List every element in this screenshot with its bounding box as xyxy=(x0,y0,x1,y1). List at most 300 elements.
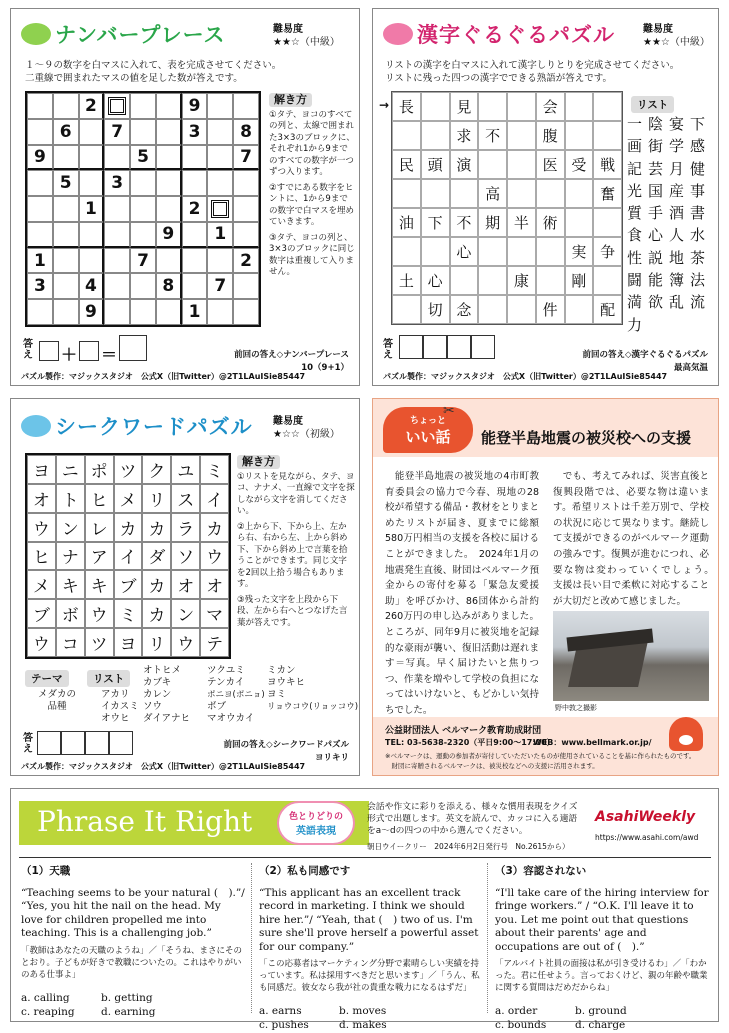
sudoku-cell[interactable] xyxy=(27,93,53,119)
kanji-list-item[interactable]: 月 xyxy=(669,159,685,178)
kanji-list-item[interactable]: 下 xyxy=(690,115,706,133)
kanji-list-item[interactable]: 人 xyxy=(669,226,685,245)
sudoku-cell[interactable] xyxy=(27,119,53,145)
option-c[interactable]: c. pushes xyxy=(259,1019,309,1031)
seek-cell[interactable]: カ xyxy=(142,599,171,628)
kanji-cell[interactable] xyxy=(392,179,421,208)
kanji-cell[interactable]: 長 xyxy=(392,92,421,121)
kanji-list-tag: リスト xyxy=(631,93,674,113)
seek-cell[interactable]: ツ xyxy=(85,628,114,657)
kanji-cell[interactable]: 争 xyxy=(593,237,622,266)
kanji-cell[interactable] xyxy=(507,179,536,208)
option-c[interactable]: c. bounds xyxy=(495,1019,547,1031)
option-a[interactable]: a. calling xyxy=(21,991,70,1004)
answer-target-cell[interactable] xyxy=(104,93,130,119)
kanji-cell[interactable] xyxy=(421,179,450,208)
sudoku-cell[interactable] xyxy=(53,93,79,119)
kanji-list-item[interactable]: 国 xyxy=(648,181,664,200)
kanji-cell[interactable]: 切 xyxy=(421,295,450,324)
seek-cell[interactable]: ン xyxy=(171,599,200,628)
article-photo xyxy=(553,611,709,701)
sudoku-cell[interactable] xyxy=(233,273,259,299)
sudoku-cell[interactable] xyxy=(156,196,182,222)
kanji-list-item[interactable]: 一 xyxy=(627,115,643,133)
kanji-cell[interactable] xyxy=(507,121,536,150)
kanji-list-item[interactable]: 宴 xyxy=(669,115,685,133)
kanji-cell[interactable]: 半 xyxy=(507,208,536,237)
kanji-cell[interactable]: 見 xyxy=(450,92,479,121)
seek-answer-box-4[interactable] xyxy=(109,731,133,755)
seek-list-item[interactable]: カブキ xyxy=(143,677,172,688)
sudoku-cell[interactable]: 1 xyxy=(182,299,208,325)
kanji-list-item[interactable]: 流 xyxy=(690,293,706,312)
sudoku-cell[interactable]: 7 xyxy=(130,248,156,274)
kanji-list-item[interactable]: 水 xyxy=(690,226,706,245)
seek-answer-box-3[interactable] xyxy=(85,731,109,755)
seek-list-tag: リスト xyxy=(87,667,130,687)
kanji-cell[interactable]: 求 xyxy=(450,121,479,150)
kanji-list-item[interactable]: 学 xyxy=(669,137,685,156)
sudoku-cell[interactable]: 9 xyxy=(79,299,105,325)
kanji-cell[interactable]: 奮 xyxy=(593,179,622,208)
kanji-cell[interactable]: 油 xyxy=(392,208,421,237)
sudoku-cell[interactable] xyxy=(130,93,156,119)
article-col-2: でも、考えてみれば、災害直後と復興段階では、必要な物は違います。希望リストは千差万別で、学校の状況に応じて異なります。継続して支援ができるのがベルマーク運動の強みです。復興が進むにつれ、必要な物は変わっていくでしょう。 支援は長い目で柔軟に対応することが大切だと改めて感じました。 xyxy=(553,471,719,607)
sudoku-cell[interactable] xyxy=(79,170,105,196)
sudoku-cell[interactable] xyxy=(207,248,233,274)
kanji-answer-box-3[interactable] xyxy=(447,335,471,359)
kanji-cell[interactable]: 戦 xyxy=(593,150,622,179)
kanji-cell[interactable]: 心 xyxy=(421,266,450,295)
kanji-cell[interactable]: 会 xyxy=(536,92,565,121)
seek-cell[interactable]: ツ xyxy=(114,455,143,484)
kanji-cell[interactable]: 下 xyxy=(421,208,450,237)
option-a[interactable]: a. earns xyxy=(259,1005,302,1017)
sudoku-cell[interactable]: 2 xyxy=(233,248,259,274)
seek-cell[interactable]: メ xyxy=(27,570,56,599)
kanji-cell[interactable] xyxy=(392,295,421,324)
answer-box-sum[interactable] xyxy=(119,335,147,361)
sudoku-cell[interactable] xyxy=(156,119,182,145)
article-note-1: ※ベルマークは、運動の参加者が寄付していただいたものが使用されていることを基に作られたものです。 xyxy=(385,752,696,760)
sudoku-cell[interactable] xyxy=(104,299,130,325)
kanji-list-item[interactable]: 酒 xyxy=(669,204,685,223)
seek-cell[interactable]: ブ xyxy=(27,599,56,628)
kanji-cell[interactable]: 頭 xyxy=(421,150,450,179)
seek-list-item[interactable]: ヨミ xyxy=(267,689,287,700)
kanji-list-item[interactable]: 地 xyxy=(669,248,685,267)
kanji-cell[interactable] xyxy=(593,208,622,237)
seek-cell[interactable]: メ xyxy=(114,484,143,513)
seek-list-item[interactable]: マオウカイ xyxy=(207,713,255,724)
kanji-cell[interactable] xyxy=(507,237,536,266)
seek-cell[interactable]: ミ xyxy=(114,599,143,628)
sudoku-cell[interactable]: 9 xyxy=(27,145,53,171)
kanji-list-item[interactable]: 事 xyxy=(690,181,706,200)
kanji-cell[interactable] xyxy=(392,237,421,266)
kanji-list-item[interactable]: 説 xyxy=(648,248,664,267)
phrase-title: Phrase It Right xyxy=(37,805,253,838)
sudoku-cell[interactable] xyxy=(182,273,208,299)
kanji-list-item[interactable]: 法 xyxy=(690,271,706,290)
sudoku-cell[interactable] xyxy=(53,196,79,222)
option-b[interactable]: b. moves xyxy=(339,1005,387,1017)
seek-cell[interactable]: ウ xyxy=(200,542,229,571)
seek-cell[interactable]: ブ xyxy=(114,570,143,599)
kanji-cell[interactable] xyxy=(421,92,450,121)
seek-cell[interactable]: ヒ xyxy=(27,542,56,571)
sudoku-cell[interactable] xyxy=(207,93,233,119)
seek-cell[interactable]: ウ xyxy=(171,628,200,657)
sudoku-cell[interactable] xyxy=(130,222,156,248)
seek-list-item[interactable]: オウヒ xyxy=(101,713,130,724)
sudoku-cell[interactable]: 3 xyxy=(182,119,208,145)
kanji-cell[interactable] xyxy=(507,150,536,179)
kanji-cell[interactable] xyxy=(421,121,450,150)
scissors-icon: ✂ xyxy=(443,403,455,419)
kanji-cell[interactable]: 実 xyxy=(565,237,594,266)
kanji-list-item[interactable]: 闘 xyxy=(627,271,643,290)
sudoku-cell[interactable] xyxy=(156,248,182,274)
seek-cell[interactable]: ラ xyxy=(171,513,200,542)
kanji-cell[interactable]: 腹 xyxy=(536,121,565,150)
seek-cell[interactable]: イ xyxy=(114,542,143,571)
sudoku-cell[interactable] xyxy=(53,248,79,274)
sudoku-cell[interactable]: 7 xyxy=(207,273,233,299)
kanji-cell[interactable] xyxy=(450,179,479,208)
sudoku-cell[interactable] xyxy=(130,119,156,145)
kanji-list-item[interactable]: 乱 xyxy=(669,293,685,312)
kanji-cell[interactable] xyxy=(478,266,507,295)
kanji-list-item[interactable]: 欲 xyxy=(648,293,664,312)
sudoku-cell[interactable] xyxy=(207,145,233,171)
kanji-cell[interactable]: 医 xyxy=(536,150,565,179)
kanji-credit: パズル製作：マジックスタジオ 公式X（旧Twitter）@2T1LAuISie85447 xyxy=(383,372,668,381)
seek-cell[interactable]: イ xyxy=(200,484,229,513)
number-place-description: １～９の数字を白マスに入れて、表を完成させてください。 二重線で囲まれたマスの値を足した数が答えです。 xyxy=(25,60,282,84)
kanji-list-item[interactable]: 食 xyxy=(627,226,643,245)
kanji-cell[interactable] xyxy=(536,266,565,295)
seek-cell[interactable]: カ xyxy=(142,513,171,542)
kanji-list-item[interactable]: 性 xyxy=(627,248,643,267)
seek-list-item[interactable]: ダイアナヒ xyxy=(143,713,191,724)
seek-word-difficulty: 難易度 ★☆☆（初級） xyxy=(273,416,340,440)
seek-answer-box-2[interactable] xyxy=(61,731,85,755)
sudoku-cell[interactable] xyxy=(182,145,208,171)
sudoku-cell[interactable] xyxy=(53,222,79,248)
number-place-answer-label: 答え xyxy=(23,339,33,361)
kanji-list-item[interactable]: 心 xyxy=(648,226,664,245)
sudoku-cell[interactable]: 8 xyxy=(233,119,259,145)
kanji-cell[interactable] xyxy=(478,237,507,266)
kanji-list-item[interactable]: 健 xyxy=(690,159,706,178)
seek-cell[interactable]: ヨ xyxy=(27,455,56,484)
kanji-cell[interactable] xyxy=(536,237,565,266)
seek-list-item[interactable]: ツクユミ xyxy=(207,665,245,676)
kanji-cell[interactable]: 術 xyxy=(536,208,565,237)
kanji-cell[interactable] xyxy=(565,121,594,150)
sudoku-cell[interactable]: 4 xyxy=(79,273,105,299)
sudoku-cell[interactable] xyxy=(233,170,259,196)
sudoku-cell[interactable] xyxy=(207,299,233,325)
seek-cell[interactable]: ン xyxy=(56,513,85,542)
double-border-box xyxy=(108,97,126,115)
seek-cell[interactable]: ポ xyxy=(85,455,114,484)
seek-cell[interactable]: ユ xyxy=(171,455,200,484)
seek-list-item[interactable]: ミカン xyxy=(267,665,296,676)
seek-cell[interactable]: リ xyxy=(142,628,171,657)
kanji-answer-box-1[interactable] xyxy=(399,335,423,359)
brain-icon xyxy=(383,23,413,45)
sudoku-cell[interactable]: 6 xyxy=(53,119,79,145)
kanji-cell[interactable] xyxy=(565,92,594,121)
kanji-cell[interactable] xyxy=(478,295,507,324)
sudoku-cell[interactable] xyxy=(27,170,53,196)
sudoku-cell[interactable] xyxy=(233,299,259,325)
kanji-cell[interactable]: 件 xyxy=(536,295,565,324)
kanji-cell[interactable] xyxy=(507,295,536,324)
seek-cell[interactable]: カ xyxy=(200,513,229,542)
option-b[interactable]: b. ground xyxy=(575,1005,627,1017)
kanji-cell[interactable] xyxy=(593,92,622,121)
seek-cell[interactable]: ニ xyxy=(56,455,85,484)
seek-cell[interactable]: ス xyxy=(171,484,200,513)
seek-cell[interactable]: コ xyxy=(56,628,85,657)
seek-cell[interactable]: ミ xyxy=(200,455,229,484)
seek-list-column xyxy=(101,689,139,725)
sudoku-cell[interactable]: 2 xyxy=(182,196,208,222)
kanji-cell[interactable] xyxy=(478,150,507,179)
seek-word-logo xyxy=(21,411,253,441)
kanji-cell[interactable] xyxy=(593,266,622,295)
start-arrow: → xyxy=(379,98,390,112)
seek-cell[interactable]: オ xyxy=(27,484,56,513)
kanji-list-item[interactable]: 街 xyxy=(648,137,664,156)
kanji-cell[interactable]: 不 xyxy=(478,121,507,150)
kanji-list-item[interactable]: 画 xyxy=(627,137,643,156)
option-b[interactable]: b. getting xyxy=(101,991,153,1004)
kanji-cell[interactable]: 民 xyxy=(392,150,421,179)
sudoku-cell[interactable] xyxy=(104,248,130,274)
seek-list-item[interactable]: テンカイ xyxy=(207,677,245,688)
sudoku-cell[interactable] xyxy=(53,145,79,171)
seek-cell[interactable]: キ xyxy=(56,570,85,599)
option-a[interactable]: a. order xyxy=(495,1005,538,1017)
seek-cell[interactable]: ヒ xyxy=(85,484,114,513)
sudoku-cell[interactable]: 5 xyxy=(53,170,79,196)
kanji-cell[interactable] xyxy=(507,92,536,121)
seek-list-item[interactable]: アカリ xyxy=(101,689,130,700)
kanji-cell[interactable]: 高 xyxy=(478,179,507,208)
sudoku-cell[interactable] xyxy=(104,273,130,299)
seek-list-item[interactable]: ボブ xyxy=(207,701,227,712)
sudoku-cell[interactable] xyxy=(182,222,208,248)
kanji-list-item[interactable]: 茶 xyxy=(690,248,706,267)
sudoku-cell[interactable] xyxy=(182,170,208,196)
seek-cell[interactable]: テ xyxy=(200,628,229,657)
seek-cell[interactable]: オ xyxy=(200,570,229,599)
kanji-list-item[interactable]: 陰 xyxy=(648,115,664,133)
kanji-list-item[interactable]: 力 xyxy=(627,315,643,334)
kanji-cell[interactable]: 不 xyxy=(450,208,479,237)
sudoku-cell[interactable] xyxy=(104,196,130,222)
seek-cell[interactable]: レ xyxy=(85,513,114,542)
answer-box-1[interactable] xyxy=(39,341,59,361)
sudoku-cell[interactable] xyxy=(27,222,53,248)
seek-list-item[interactable]: ポニヨ(ポニョ) xyxy=(207,690,265,700)
seek-cell[interactable]: ト xyxy=(56,484,85,513)
sudoku-cell[interactable]: 7 xyxy=(104,119,130,145)
number-place-howto: 解き方 ①タテ、ヨコのすべての列と、太線で囲まれた3×3のブロックに、それぞれ1から9までのすべての数字が一つずつ入ります。 ②すでにある数字をヒントに、1から9までの数字で白マスを埋めていきます。 ③タテ、ヨコの列と、3×3のブロックに同じ数字は重複して入りません。 xyxy=(269,93,355,277)
bell-mascot-icon xyxy=(663,717,709,759)
kanji-list-item[interactable]: 書 xyxy=(690,204,706,223)
seek-list-column xyxy=(143,665,190,725)
option-c[interactable]: c. reaping xyxy=(21,1005,75,1018)
number-place-grid xyxy=(25,91,261,327)
sudoku-cell[interactable] xyxy=(130,273,156,299)
sudoku-cell[interactable] xyxy=(27,196,53,222)
kanji-cell[interactable] xyxy=(593,121,622,150)
kanji-cell[interactable]: 期 xyxy=(478,208,507,237)
seek-cell[interactable]: ダ xyxy=(142,542,171,571)
seek-cell[interactable]: リ xyxy=(142,484,171,513)
seek-cell[interactable]: ウ xyxy=(85,599,114,628)
sudoku-cell[interactable] xyxy=(53,299,79,325)
sudoku-cell[interactable]: 7 xyxy=(233,145,259,171)
kanji-cell[interactable]: 土 xyxy=(392,266,421,295)
kanji-answer-box-2[interactable] xyxy=(423,335,447,359)
sudoku-cell[interactable] xyxy=(156,93,182,119)
kanji-cell[interactable] xyxy=(450,266,479,295)
kanji-cell[interactable]: 配 xyxy=(593,295,622,324)
option-d[interactable]: d. charge xyxy=(575,1019,626,1031)
seek-cell[interactable]: ウ xyxy=(27,628,56,657)
kanji-cell[interactable] xyxy=(565,208,594,237)
kanji-list-item[interactable]: 能 xyxy=(648,271,664,290)
sudoku-cell[interactable] xyxy=(156,145,182,171)
seek-cell[interactable]: ヨ xyxy=(114,628,143,657)
kanji-cell[interactable]: 剛 xyxy=(565,266,594,295)
sudoku-cell[interactable] xyxy=(130,170,156,196)
sudoku-cell[interactable] xyxy=(233,222,259,248)
kanji-cell[interactable] xyxy=(565,179,594,208)
seek-cell[interactable]: オ xyxy=(171,570,200,599)
kanji-list-item[interactable]: 質 xyxy=(627,204,643,223)
seek-list-item[interactable]: リョウコウ(リョッコウ) xyxy=(267,702,359,712)
sudoku-cell[interactable] xyxy=(233,93,259,119)
kanji-list-item[interactable]: 産 xyxy=(669,181,685,200)
asahi-weekly-url[interactable]: https://www.asahi.com/awd xyxy=(595,833,699,842)
sudoku-cell[interactable] xyxy=(207,119,233,145)
sudoku-cell[interactable]: 5 xyxy=(130,145,156,171)
kanji-cell[interactable]: 康 xyxy=(507,266,536,295)
seek-cell[interactable]: キ xyxy=(85,570,114,599)
sudoku-cell[interactable]: 1 xyxy=(79,196,105,222)
sudoku-cell[interactable] xyxy=(156,170,182,196)
kanji-answer-box-4[interactable] xyxy=(471,335,495,359)
article-panel xyxy=(372,398,719,776)
option-d[interactable]: d. earning xyxy=(101,1005,156,1018)
kanji-cell[interactable] xyxy=(565,295,594,324)
sudoku-cell[interactable] xyxy=(233,196,259,222)
seek-cell[interactable]: ク xyxy=(142,455,171,484)
sudoku-cell[interactable] xyxy=(27,299,53,325)
sudoku-cell[interactable] xyxy=(79,248,105,274)
kanji-list-item[interactable]: 簿 xyxy=(669,271,685,290)
kanji-cell[interactable] xyxy=(478,92,507,121)
kanji-grid xyxy=(391,91,623,325)
sudoku-cell[interactable]: 3 xyxy=(27,273,53,299)
seek-answer-box-1[interactable] xyxy=(37,731,61,755)
seek-cell[interactable]: マ xyxy=(200,599,229,628)
kanji-list-item[interactable]: 芸 xyxy=(648,159,664,178)
sudoku-cell[interactable] xyxy=(130,299,156,325)
sudoku-cell[interactable]: 3 xyxy=(104,170,130,196)
answer-target-cell[interactable] xyxy=(207,196,233,222)
kanji-cell[interactable] xyxy=(421,237,450,266)
seek-cell[interactable]: ソ xyxy=(171,542,200,571)
seek-list-item[interactable]: ソウ xyxy=(143,701,163,712)
sudoku-cell[interactable] xyxy=(79,119,105,145)
sudoku-cell[interactable] xyxy=(104,145,130,171)
kanji-list-item[interactable]: 光 xyxy=(627,181,643,200)
kanji-cell[interactable] xyxy=(392,121,421,150)
kanji-list-item[interactable]: 感 xyxy=(690,137,706,156)
kanji-cell[interactable]: 念 xyxy=(450,295,479,324)
kanji-list-item[interactable]: 手 xyxy=(648,204,664,223)
kanji-cell[interactable]: 心 xyxy=(450,237,479,266)
sudoku-cell[interactable] xyxy=(207,170,233,196)
number-place-panel xyxy=(10,8,360,386)
sudoku-cell[interactable] xyxy=(182,248,208,274)
sudoku-cell[interactable]: 8 xyxy=(156,273,182,299)
phrase-panel xyxy=(10,788,719,1031)
seek-list-item[interactable]: カレン xyxy=(143,689,172,700)
seek-list-item[interactable]: オトヒメ xyxy=(143,665,182,676)
kanji-list-item[interactable]: 満 xyxy=(627,293,643,312)
seek-cell[interactable]: ボ xyxy=(56,599,85,628)
sudoku-cell[interactable] xyxy=(53,273,79,299)
seek-list-item[interactable]: ヨウキヒ xyxy=(267,677,306,688)
sudoku-cell[interactable]: 9 xyxy=(156,222,182,248)
sudoku-cell[interactable] xyxy=(156,299,182,325)
seek-cell[interactable]: カ xyxy=(114,513,143,542)
seek-cell[interactable]: ア xyxy=(85,542,114,571)
kanji-list-item[interactable]: 記 xyxy=(627,159,643,178)
phrase-intro: 会話や作文に彩りを添える、様々な慣用表現をクイズ形式で出題します。英文を読んで、カッコに入る適語をa～dの四つの中から選んでください。 xyxy=(367,802,578,836)
seek-cell[interactable]: ウ xyxy=(27,513,56,542)
sudoku-cell[interactable]: 1 xyxy=(27,248,53,274)
kanji-cell[interactable]: 演 xyxy=(450,150,479,179)
sudoku-cell[interactable]: 9 xyxy=(182,93,208,119)
kanji-cell[interactable]: 受 xyxy=(565,150,594,179)
sudoku-cell[interactable] xyxy=(130,196,156,222)
seek-list-item[interactable]: イカスミ xyxy=(101,701,139,712)
sudoku-cell[interactable] xyxy=(104,222,130,248)
seek-cell[interactable]: ナ xyxy=(56,542,85,571)
seek-cell[interactable]: カ xyxy=(142,570,171,599)
theme-tag: テーマ xyxy=(25,667,69,687)
answer-box-2[interactable] xyxy=(79,341,99,361)
sudoku-cell[interactable]: 1 xyxy=(207,222,233,248)
sudoku-cell[interactable]: 2 xyxy=(79,93,105,119)
option-d[interactable]: d. makes xyxy=(339,1019,387,1031)
article-web[interactable]: WEB：www.bellmark.or.jp/ xyxy=(533,738,652,747)
sudoku-cell[interactable] xyxy=(79,145,105,171)
sudoku-cell[interactable] xyxy=(79,222,105,248)
kanji-cell[interactable] xyxy=(536,179,565,208)
phrase-question-1: （1）天職 “Teaching seems to be your natural ( ).”/ “Yes, you hit the nail on the head. My love for children propelled me into teaching. This is a challenging job.” 「教師はあなたの天職のようね」／「そうね、まさにそのとおり。子どもが好きで教職についたの。これはやりがいのある仕事よ」 a. calling b. getting c. reaping d. earning xyxy=(21,865,245,1018)
